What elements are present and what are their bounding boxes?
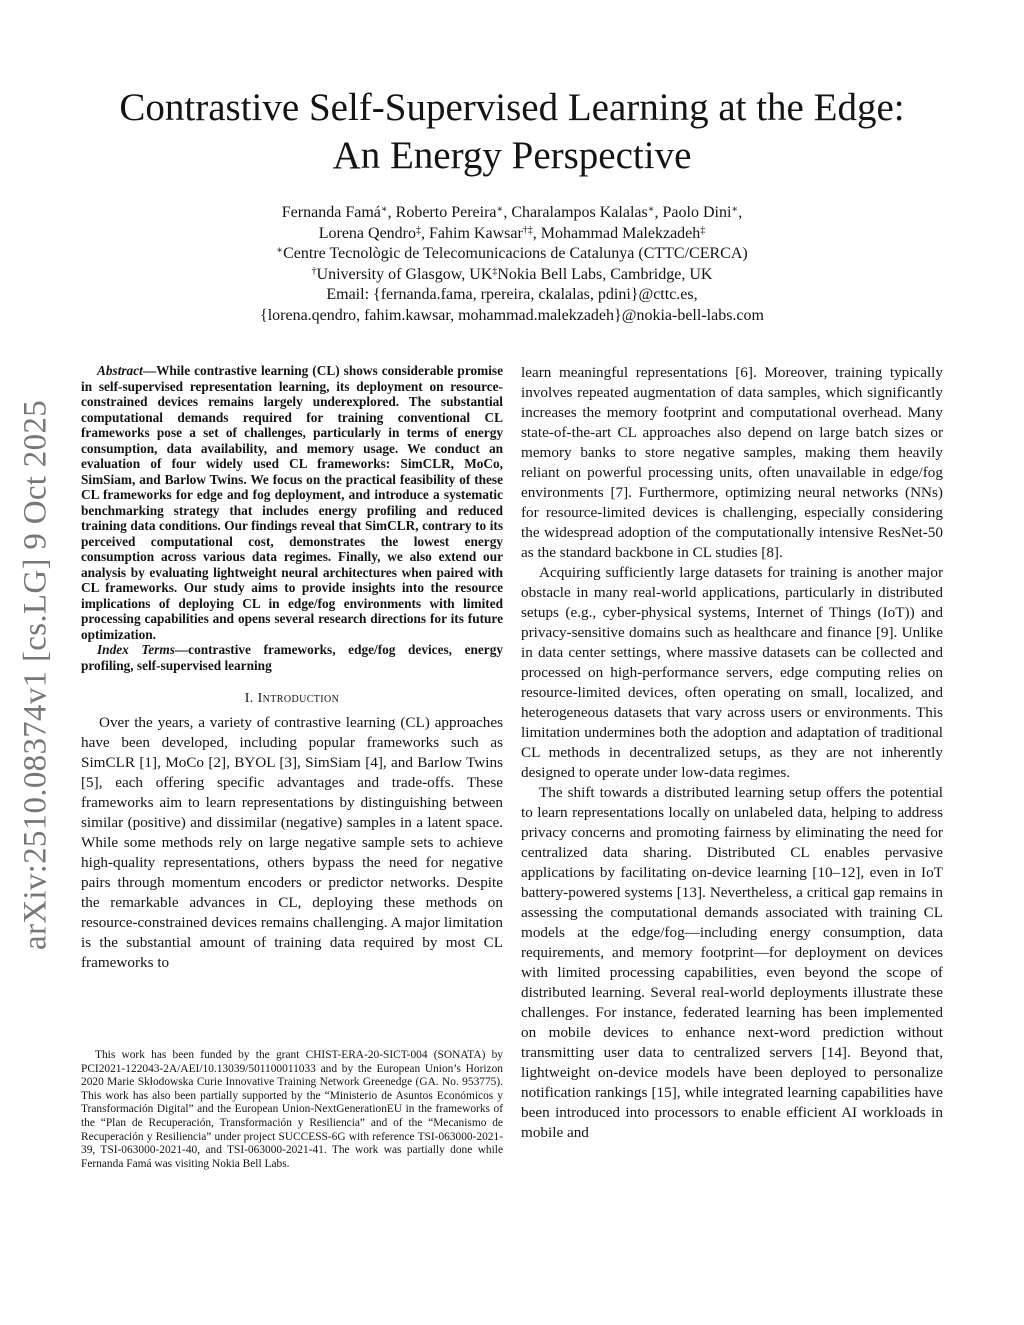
affiliation-mark: ‡ [416,224,422,236]
section-number: I. [244,691,258,706]
email-line-1: Email: {fernanda.fama, rpereira, ckalalas, pdini}@cttc.es, [326,286,698,303]
author-name: , Mohammad Malekzadeh [532,224,701,242]
email-line-2: {lorena.qendro, fahim.kawsar, mohammad.malekzadeh}@nokia-bell-labs.com [260,306,764,324]
author-name: Lorena Qendro [318,224,417,242]
arxiv-identifier: arXiv:2510.08374v1 [cs.LG] 9 Oct 2025 [17,399,54,951]
abstract-label: Abstract [97,363,143,378]
author-line-2 [80,224,944,245]
affiliation-mark: ∗ [647,204,655,215]
body-paragraph: Acquiring sufficiently large datasets for training is another major obstacle in many real-world applications, particularly in distributed setups (e.g., cyber-physical systems, Internet of Things (IoT)) and privacy-sensitive domains such as healthcare and finance [9]. Unlike in data center settings, where massive datasets can be collected and processed on high-performance servers, edge computing relies on resource-limited devices, often operating on small, localized, and heterogeneous datasets that vary across users or environments. This limitation undermines both the adoption and adaptation of traditional CL methods in decentralized setups, as they are not inherently designed to operate under low-data regimes. [521,564,943,781]
affiliation-text: Centre Tecnològic de Telecomunicacions de Catalunya (CTTC/CERCA) [283,245,748,262]
title-line-1: Contrastive Self-Supervised Learning at the Edge: [119,86,905,129]
funding-footnote: This work has been funded by the grant CHIST-ERA-20-SICT-004 (SONATA) by PCI2021-122043-2A/AEI/10.13039/501100011033 and by the European Union’s Horizon 2020 Marie Skłodowska Curie Innovative Training Network Greenedge (GA. No. 953775). This work has also been partially supported by the “Ministerio de Asuntos Económicos y Transformación Digital” and the European Union-NextGenerationEU in the frameworks of the “Plan de Recuperación, Transformación y Resiliencia” and of the “Mecanismo de Recuperación y Resiliencia” under project SUCCESS-6G with reference TSI-063000-2021-39, TSI-063000-2021-40, and TSI-063000-2021-41. The work was partially done while Fernanda Famá was visiting Nokia Bell Labs. [81,1049,503,1170]
body-paragraph: The shift towards a distributed learning setup offers the potential to learn representations locally on unlabeled data, helping to address privacy concerns and promoting fairness by eliminating the need for centralized data sharing. Distributed CL enables pervasive applications by facilitating on-device learning [10–12], even in IoT battery-powered systems [13]. Nevertheless, a critical gap remains in assessing the computational demands associated with training CL models at the edge/fog—including energy consumption, data requirements, and memory footprint—for deployment on devices with limited processing capabilities, even beyond the scope of distributed learning. Several real-world deployments illustrate these challenges. For instance, federated learning has been implemented on mobile devices to enhance next-word prediction without transmitting user data to centralized servers [14]. Beyond that, lightweight on-device models have been deployed to personalize notification rankings [15], while integrated learning capabilities have been introduced into processors to enable efficient AI workloads in mobile and [521,784,943,1141]
affiliation-mark: ∗ [496,204,504,215]
affiliation-mark: †‡ [522,224,533,236]
affiliation-line-2 [80,265,944,286]
author-line-1: Fernanda Famá∗, Roberto Pereira∗, Charalampos Kalalas∗, Paolo Dini∗, [281,204,743,221]
index-terms-label: Index Terms [97,642,175,657]
author-name: , Roberto Pereira [387,204,497,221]
affiliation-mark: ∗ [380,204,388,215]
affiliation-mark: † [311,265,317,277]
intro-paragraph: Over the years, a variety of contrastive learning (CL) approaches have been developed, including popular frameworks such as SimCLR [1], MoCo [2], BYOL [3], SimSiam [4], and Barlow Twins [5], each offering specific advantages and trade-offs. These frameworks aim to learn representations by distinguishing between similar (positive) and dissimilar (negative) samples in a latent space. While some methods rely on large negative sample sets to achieve high-quality representations, others bypass the need for negative pairs through momentum encoders or predictor networks. Despite the remarkable advances in CL, deploying these methods on resource-constrained devices remains challenging. A major limitation is the substantial amount of training data required by most CL frameworks to [81,714,503,971]
author-name: , Paolo Dini [654,204,732,221]
body-paragraph: learn meaningful representations [6]. Moreover, training typically involves repeated augmentation of data samples, which significantly increases the memory footprint and computational overhead. Many state-of-the-art CL approaches also depend on large batch sizes or memory banks to store negative samples, making them heavily reliant on powerful processing units, often unavailable in edge/fog environments [7]. Furthermore, optimizing neural networks (NNs) for resource-limited devices is challenging, especially considering the widespread adoption of the computationally intensive ResNet-50 as the standard backbone in CL studies [8]. [521,364,943,561]
affiliation-mark: ‡ [492,265,498,277]
affiliation-mark: ∗ [276,245,284,256]
abstract [81,363,503,642]
left-column [81,363,503,973]
index-terms [81,642,503,673]
section-heading [81,691,503,707]
affiliation-mark: ∗ [731,204,739,215]
abstract-text: —While contrastive learning (CL) shows considerable promise in self-supervised representation learning, its deployment on resource-constrained devices remains largely underexplored. The substantial computational demands required for training conventional CL frameworks pose a set of challenges, particularly in terms of energy consumption, data availability, and memory usage. We conduct an evaluation of four widely used CL frameworks: SimCLR, MoCo, SimSiam, and Barlow Twins. We focus on the practical feasibility of these CL frameworks for edge and fog deployment, and introduce a systematic benchmarking strategy that includes energy profiling and reduced training data conditions. Our findings reveal that SimCLR, contrary to its perceived computational cost, demonstrates the lowest energy consumption across various data regimes. Finally, we also extend our analysis by evaluating lightweight neural architectures when paired with CL frameworks. Our study aims to provide insights into the resource implications of deploying CL in edge/fog environments with limited processing capabilities and opens several research directions for its future optimization. [81,363,503,642]
paper-title [80,84,944,180]
author-name: , Fahim Kawsar [421,224,523,242]
affiliation-line-1 [80,244,944,265]
affiliation-text: University of Glasgow, UK [316,265,493,283]
affiliation-mark: ‡ [700,224,706,236]
arxiv-sidebar-stamp [6,380,66,970]
author-block [80,203,944,326]
author-name: , Charalampos Kalalas [503,204,648,221]
right-column [521,363,943,1143]
author-name: Fernanda Famá [281,204,381,221]
index-terms-text: —contrastive frameworks, edge/fog devices, energy profiling, self-supervised learning [81,642,503,673]
section-title: Introduction [257,691,340,706]
title-line-2: An Energy Perspective [332,134,692,177]
affiliation-text: Nokia Bell Labs, Cambridge, UK [497,265,713,283]
